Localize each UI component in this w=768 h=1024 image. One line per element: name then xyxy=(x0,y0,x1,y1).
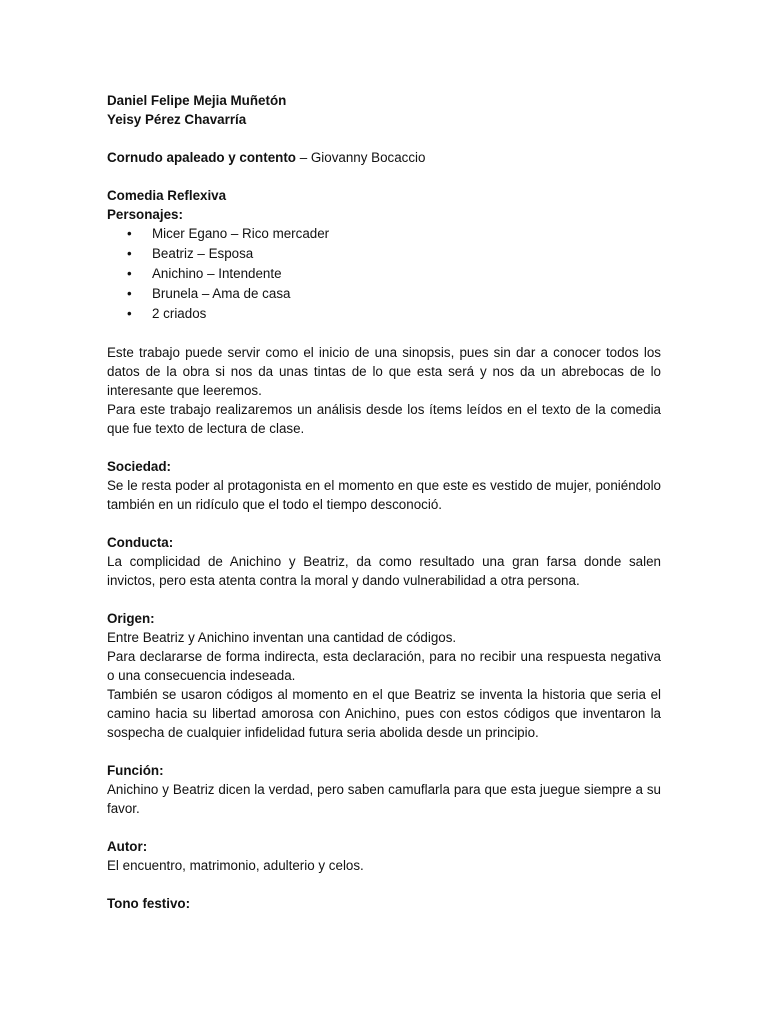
section-paragraph: También se usaron códigos al momento en el que Beatriz se inventa la historia que seria el camino hacia su libertad amorosa con Anichino, pues con estos códigos que inventaron la sospecha de cualquier infidelidad futura seria abolida desde un principio. xyxy=(107,687,661,740)
section-heading-autor: Autor: xyxy=(107,839,148,854)
character-item xyxy=(107,304,661,324)
bullet-icon: • xyxy=(127,266,132,281)
intro-paragraph: Para este trabajo realizaremos un análisis desde los ítems leídos en el texto de la comedia que fue texto de lectura de clase. xyxy=(107,402,661,436)
section-heading-funcion: Función: xyxy=(107,763,164,778)
section-heading-origen: Origen: xyxy=(107,611,155,626)
section-heading-tono-festivo: Tono festivo: xyxy=(107,896,191,911)
work-line xyxy=(107,148,661,167)
character-item xyxy=(107,244,661,264)
bullet-icon: • xyxy=(127,306,132,321)
section-paragraph: El encuentro, matrimonio, adulterio y celos. xyxy=(107,858,364,873)
character-text: Micer Egano – Rico mercader xyxy=(152,226,330,241)
work-author: Giovanny Bocaccio xyxy=(310,150,426,165)
section-heading-sociedad: Sociedad: xyxy=(107,459,171,474)
character-text: Beatriz – Esposa xyxy=(152,246,254,261)
character-item xyxy=(107,224,661,244)
character-text: 2 criados xyxy=(152,306,207,321)
character-text: Brunela – Ama de casa xyxy=(152,286,291,301)
work-title: Cornudo apaleado y contento xyxy=(107,150,296,165)
bullet-icon: • xyxy=(127,246,132,261)
character-item xyxy=(107,264,661,284)
bullet-icon: • xyxy=(127,286,132,301)
intro-paragraph: Este trabajo puede servir como el inicio de una sinopsis, pues sin dar a conocer todos los datos de la obra si nos da unas tintas de lo que esta será y nos da un abrebocas de lo interesante que leeremos. xyxy=(107,345,661,398)
section-paragraph: Para declararse de forma indirecta, esta declaración, para no recibir una respuesta negativa o una consecuencia indeseada. xyxy=(107,649,661,683)
section-paragraph: Se le resta poder al protagonista en el momento en que este es vestido de mujer, poniéndolo también en un ridículo que el todo el tiempo desconoció. xyxy=(107,478,661,512)
section-heading-conducta: Conducta: xyxy=(107,535,174,550)
character-text: Anichino – Intendente xyxy=(152,266,282,281)
genre-heading: Comedia Reflexiva xyxy=(107,188,227,203)
characters-list xyxy=(107,224,661,324)
document-body xyxy=(107,91,661,913)
author-name: Daniel Felipe Mejia Muñetón xyxy=(107,93,287,108)
section-paragraph: Anichino y Beatriz dicen la verdad, pero saben camuflarla para que esta juegue siempre a su favor. xyxy=(107,782,661,816)
work-separator: – xyxy=(295,150,311,165)
bullet-icon: • xyxy=(127,226,132,241)
author-name: Yeisy Pérez Chavarría xyxy=(107,112,247,127)
section-paragraph: Entre Beatriz y Anichino inventan una cantidad de códigos. xyxy=(107,630,457,645)
characters-heading: Personajes: xyxy=(107,207,183,222)
character-item xyxy=(107,284,661,304)
section-paragraph: La complicidad de Anichino y Beatriz, da como resultado una gran farsa donde salen invictos, pero esta atenta contra la moral y dando vulnerabilidad a otra persona. xyxy=(107,554,661,588)
